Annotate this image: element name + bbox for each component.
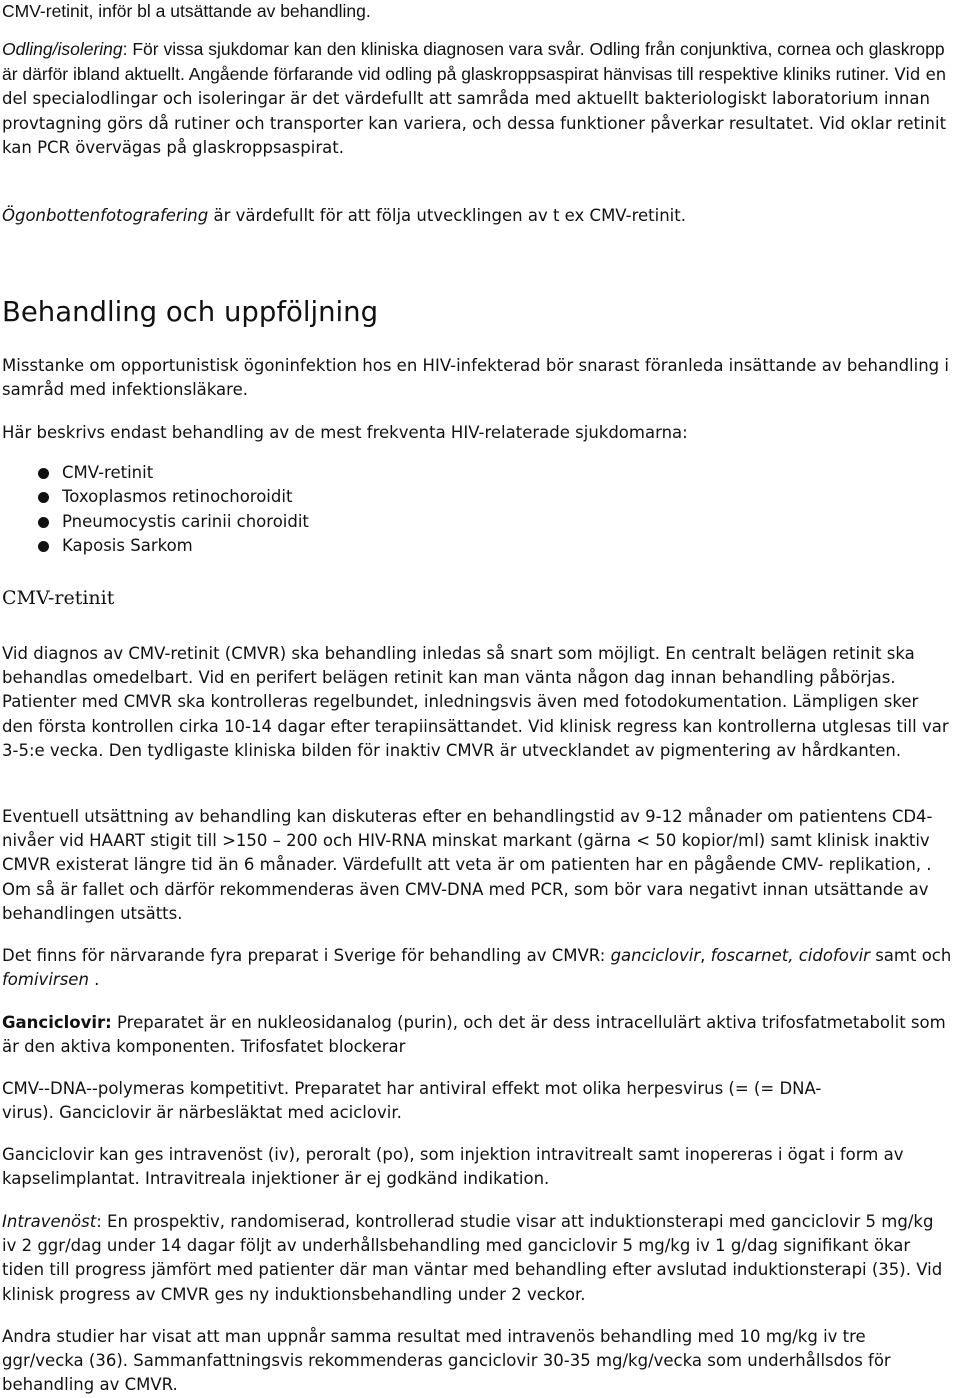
list-item: Pneumocystis carinii choroidit — [2, 510, 309, 534]
label-ganciclovir: Ganciclovir: — [2, 1013, 112, 1032]
section-heading: Behandling och uppföljning — [2, 296, 379, 328]
paragraph-ges: Ganciclovir kan ges intravenöst (iv), peroralt (po), som injektion intravitrealt samt inopereras i ögat i form av kapselimplantat. Intravitreala injektioner är ej godkänd indikation. — [2, 1145, 904, 1189]
bullet-icon — [38, 492, 49, 503]
subheading-cmv-retinit: CMV-retinit — [2, 587, 115, 609]
drug-ganciclovir: ganciclovir — [610, 946, 701, 965]
paragraph-intravenost: Intravenöst: En prospektiv, randomiserad, kontrollerad studie visar att induktionsterapi med ganciclovir 5 mg/kg iv 2 ggr/dag under 14 dagar följt av underhållsbehandling med ganciclovir 5 mg/kg iv 1 g/dag signifikant ökar tiden till progress jämfört med patienter där man väntar med behandling efter avslutad induktionsterapi (35). Vid klinisk progress av CMVR ges ny induktionsbehandling under 2 veckor. — [2, 1212, 943, 1304]
paragraph-andra: Andra studier har visat att man uppnår samma resultat med intravenös behandling med 10 mg/kg iv tre ggr/vecka (36). Sammanfattningsvis rekommenderas ganciclovir 30-35 mg/kg/vecka som underhållsdos för behandling av CMVR. — [2, 1327, 891, 1395]
list-item: CMV-retinit — [2, 461, 309, 485]
list-item: Kaposis Sarkom — [2, 534, 309, 558]
bullet-icon — [38, 541, 49, 552]
label-ogonbotten: Ögonbottenfotografering — [2, 206, 209, 225]
bullet-icon — [38, 468, 49, 479]
paragraph-preparat: Det finns för närvarande fyra preparat i Sverige för behandling av CMVR: ganciclovir, foscarnet, cidofovir samt och fomivirsen . — [2, 946, 952, 990]
disease-list — [2, 461, 309, 559]
paragraph-cmvdna: CMV--DNA--polymeras kompetitivt. Preparatet har antiviral effekt mot olika herpesvirus (= (= DNA-virus). Ganciclovir är närbesläktat med aciclovir. — [2, 1079, 822, 1123]
list-item: Toxoplasmos retinochoroidit — [2, 485, 309, 509]
paragraph-misstanke: Misstanke om opportunistisk ögoninfektion hos en HIV-infekterad bör snarast föranleda insättande av behandling i samråd med infektionsläkare. — [2, 356, 949, 400]
paragraph-odling: Odling/isolering: För vissa sjukdomar kan den kliniska diagnosen vara svår. Odling från conjunktiva, cornea och glaskropp är därför ibland aktuellt. Angående förfarande vid odling på glaskroppsaspirat hänvisas till respektive kliniks rutiner. Vid en del specialodlingar och isoleringar är det värdefullt att samråda med aktuellt bakteriologiskt laboratorium innan provtagning görs då rutiner och transporter kan variera, och dessa funktioner påverkar resultatet. Vid oklar retinit kan PCR övervägas på glaskroppsaspirat. — [2, 39, 947, 157]
paragraph-ganciclovir: Ganciclovir: Preparatet är en nukleosidanalog (purin), och det är dess intracellulärt aktiva trifosfatmetabolit som är den aktiva komponenten. Trifosfatet blockerar — [2, 1013, 946, 1057]
intro-line: CMV-retinit, inför bl a utsättande av behandling. — [2, 1, 371, 21]
drug-fomivirsen: fomivirsen — [2, 970, 89, 990]
drug-foscarnet-cidofovir: foscarnet, cidofovir — [710, 946, 870, 965]
label-odling: Odling/isolering — [2, 39, 123, 59]
paragraph-har: Här beskrivs endast behandling av de mest frekventa HIV-relaterade sjukdomarna: — [2, 423, 688, 442]
label-intravenost: Intravenöst — [2, 1212, 97, 1231]
paragraph-diagnos: Vid diagnos av CMV-retinit (CMVR) ska behandling inledas så snart som möjligt. En centralt belägen retinit ska behandlas omedelbart. Vid en perifert belägen retinit kan man vänta någon dag innan behandling påbörjas. Patienter med CMVR ska kontrolleras regelbundet, inledningsvis även med fotodokumentation. Lämpligen sker den första kontrollen cirka 10-14 dagar efter terapiinsättandet. Vid klinisk regress kan kontrollerna utglesas till var 3-5:e vecka. Den tydligaste kliniska bilden för inaktiv CMVR är utvecklandet av pigmentering av hårdkanten. — [2, 644, 949, 760]
paragraph-ogonbotten: Ögonbottenfotografering är värdefullt för att följa utvecklingen av t ex CMV-retinit. — [2, 206, 686, 225]
paragraph-eventuell: Eventuell utsättning av behandling kan diskuteras efter en behandlingstid av 9-12 månader om patientens CD4-nivåer vid HAART stigit till >150 – 200 och HIV-RNA minskat markant (gärna < 50 kopior/ml) samt klinisk inaktiv CMVR existerat längre tid än 6 månader. Värdefullt att veta är om patienten har en pågående CMV- replikation, . Om så är fallet och därför rekommenderas även CMV-DNA med PCR, som bör vara negativt innan utsättande av behandlingen utsätts. — [2, 807, 933, 923]
bullet-icon — [38, 517, 49, 528]
